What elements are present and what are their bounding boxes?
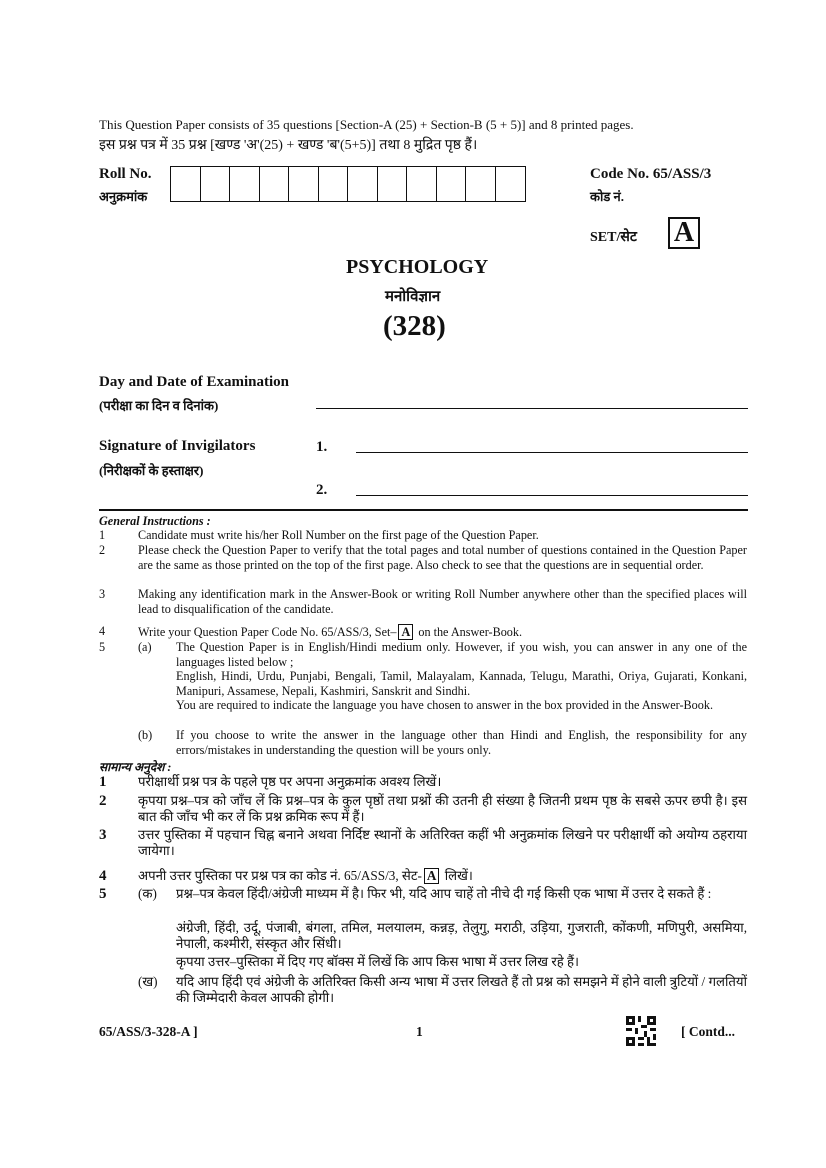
roll-cell[interactable] xyxy=(319,167,349,201)
instructions-heading: General Instructions : xyxy=(99,514,211,528)
qr-code-icon xyxy=(626,1016,656,1046)
signature-label-hindi: (निरीक्षकों के हस्ताक्षर) xyxy=(99,463,204,478)
signature-label: Signature of Invigilators xyxy=(99,438,256,454)
instruction-hi-5a-languages: अंग्रेजी, हिंदी, उर्दू, पंजाबी, बंगला, तमिल, मलयालम, कन्नड़, तेलुगु, मराठी, उड़िया, गुजराती, कोंकणी, मणिपुरी, असमिया, नेपाली, कश्मीरी, संस्कृत और सिंधी। xyxy=(176,920,747,951)
instructions-heading-hindi: सामान्य अनुदेश : xyxy=(99,760,172,774)
roll-cell[interactable] xyxy=(378,167,408,201)
instruction-number: 4 xyxy=(99,868,107,884)
date-label: Day and Date of Examination xyxy=(99,374,290,390)
instruction-number: 1 xyxy=(99,774,107,790)
code-number: Code No. 65/ASS/3 xyxy=(590,166,712,182)
header-line-hindi: इस प्रश्न पत्र में 35 प्रश्न [खण्ड 'अ'(25) + खण्ड 'ब'(5+5)] तथा 8 मुद्रित पृष्ठ हैं। xyxy=(99,138,478,153)
roll-cell[interactable] xyxy=(201,167,231,201)
instruction-hi-5 xyxy=(99,886,748,1012)
instruction-text: Please check the Question Paper to verify that the total pages and total number of questions contained in the Question Paper are the same as those printed on the top of the first page. Also check to see that the questions are in sequential order. xyxy=(138,543,747,572)
set-box: A xyxy=(668,217,700,249)
instruction-5a-note: You are required to indicate the language you have chosen to answer in the box provided in the Answer-Book. xyxy=(176,698,713,712)
subject-title-hindi: मनोविज्ञान xyxy=(385,289,441,305)
roll-cell[interactable] xyxy=(260,167,290,201)
instruction-number: 4 xyxy=(99,624,106,638)
instruction-text: उत्तर पुस्तिका में पहचान चिह्न बनाने अथवा निर्दिष्ट स्थानों के अतिरिक्त कहीं भी अनुक्रमांक लिखने पर परीक्षार्थी को अयोग्य ठहराया जायेगा। xyxy=(138,827,747,858)
roll-cell[interactable] xyxy=(230,167,260,201)
instruction-text: परीक्षार्थी प्रश्न पत्र के पहले पृष्ठ पर अपना अनुक्रमांक अवश्य लिखें। xyxy=(138,774,442,789)
instruction-2 xyxy=(99,543,748,587)
instruction-text xyxy=(138,624,747,640)
divider xyxy=(99,509,748,511)
page-number: 1 xyxy=(416,1024,423,1039)
roll-cell[interactable] xyxy=(496,167,526,201)
instruction-5b-label: (b) xyxy=(138,728,153,742)
instruction-hi-5a-label: (क) xyxy=(138,886,157,901)
instruction-number: 1 xyxy=(99,528,106,542)
instruction-3 xyxy=(99,587,748,617)
instruction-hi-5a-text: प्रश्न–पत्र केवल हिंदी/अंग्रेजी माध्यम में है। फिर भी, यदि आप चाहें तो नीचे दी गई किसी एक भाषा में उत्तर दे सकते हैं : xyxy=(176,886,712,901)
instruction-5b-text: If you choose to write the answer in the language other than Hindi and English, the responsibility for any errors/mistakes in understanding the question will be yours only. xyxy=(176,728,747,757)
instruction-number: 3 xyxy=(99,827,107,843)
date-label-hindi: (परीक्षा का दिन व दिनांक) xyxy=(99,398,219,413)
instruction-hi-4-suffix: लिखें। xyxy=(441,868,473,883)
subject-title: PSYCHOLOGY xyxy=(346,256,489,278)
date-line[interactable] xyxy=(316,408,748,409)
code-number-hindi: कोड नं. xyxy=(590,189,625,204)
instruction-hi-4 xyxy=(99,868,748,884)
roll-cell[interactable] xyxy=(171,167,201,201)
set-label: SET/सेट xyxy=(590,230,637,245)
signature-number-2: 2. xyxy=(316,482,328,498)
instruction-hi-5b-label: (ख) xyxy=(138,974,158,989)
instruction-4 xyxy=(99,624,748,640)
subject-code: (328) xyxy=(383,310,446,342)
roll-cell[interactable] xyxy=(348,167,378,201)
instruction-number: 5 xyxy=(99,640,106,654)
instruction-hi-1 xyxy=(99,774,748,790)
signature-line-2[interactable] xyxy=(356,495,748,496)
roll-cell[interactable] xyxy=(407,167,437,201)
instruction-text xyxy=(138,868,747,884)
instruction-text: कृपया प्रश्न–पत्र को जाँच लें कि प्रश्न–पत्र के कुल पृष्ठों तथा प्रश्नों की उतनी ही संख्या है जितनी प्रथम पृष्ठ के सबसे ऊपर छपी है। इस बात की जाँच भी कर लें कि प्रश्न क्रमिक रूप में हैं। xyxy=(138,793,747,824)
set-inline-box: A xyxy=(398,624,413,640)
instruction-5a-languages: English, Hindi, Urdu, Punjabi, Bengali, Tamil, Malayalam, Kannada, Telugu, Marathi, Oriya, Gujarati, Konkani, Manipuri, Assamese, Nepali, Kashmiri, Sanskrit and Sindhi. xyxy=(176,669,747,698)
instruction-5a-text: The Question Paper is in English/Hindi medium only. However, if you wish, you can answer in any one of the languages listed below ; xyxy=(176,640,747,669)
roll-cell[interactable] xyxy=(289,167,319,201)
instruction-4-prefix: Write your Question Paper Code No. 65/ASS/3, Set– xyxy=(138,625,397,639)
roll-cell[interactable] xyxy=(466,167,496,201)
instruction-1 xyxy=(99,528,748,543)
instruction-hi-2 xyxy=(99,793,748,827)
roll-label: Roll No. xyxy=(99,166,152,182)
instruction-hi-5b-text: यदि आप हिंदी एवं अंग्रेजी के अतिरिक्त किसी अन्य भाषा में उत्तर लिखते हैं तो प्रश्न को समझने में होने वाली त्रुटियों / गलतियों की जिम्मेदारी केवल आपकी होगी। xyxy=(176,974,747,1005)
instruction-hi-5a-note: कृपया उत्तर–पुस्तिका में दिए गए बॉक्स में लिखें कि आप किस भाषा में उत्तर लिख रहे हैं। xyxy=(176,954,580,969)
continued-label: [ Contd... xyxy=(681,1024,736,1039)
instruction-hi-4-prefix: अपनी उत्तर पुस्तिका पर प्रश्न पत्र का कोड नं. 65/ASS/3, सेट- xyxy=(138,868,422,883)
instruction-text: Candidate must write his/her Roll Number on the first page of the Question Paper. xyxy=(138,528,539,542)
signature-line-1[interactable] xyxy=(356,452,748,453)
instruction-number: 2 xyxy=(99,793,107,809)
set-inline-box-hindi: A xyxy=(424,868,440,884)
roll-label-hindi: अनुक्रमांक xyxy=(99,189,148,204)
roll-cell[interactable] xyxy=(437,167,467,201)
header-line-english: This Question Paper consists of 35 questions [Section-A (25) + Section-B (5 + 5)] and 8 printed pages. xyxy=(99,117,634,132)
instruction-number: 3 xyxy=(99,587,106,601)
instruction-number: 5 xyxy=(99,886,107,902)
roll-number-grid[interactable] xyxy=(170,166,526,202)
signature-number-1: 1. xyxy=(316,439,328,455)
instruction-number: 2 xyxy=(99,543,106,557)
instruction-5a-label: (a) xyxy=(138,640,152,654)
instruction-text: Making any identification mark in the Answer-Book or writing Roll Number anywhere other than the specified places will lead to disqualification of the candidate. xyxy=(138,587,747,616)
instruction-hi-3 xyxy=(99,827,748,861)
instruction-4-suffix: on the Answer-Book. xyxy=(415,625,523,639)
instruction-5 xyxy=(99,640,748,758)
footer-paper-code: 65/ASS/3-328-A ] xyxy=(99,1024,198,1039)
